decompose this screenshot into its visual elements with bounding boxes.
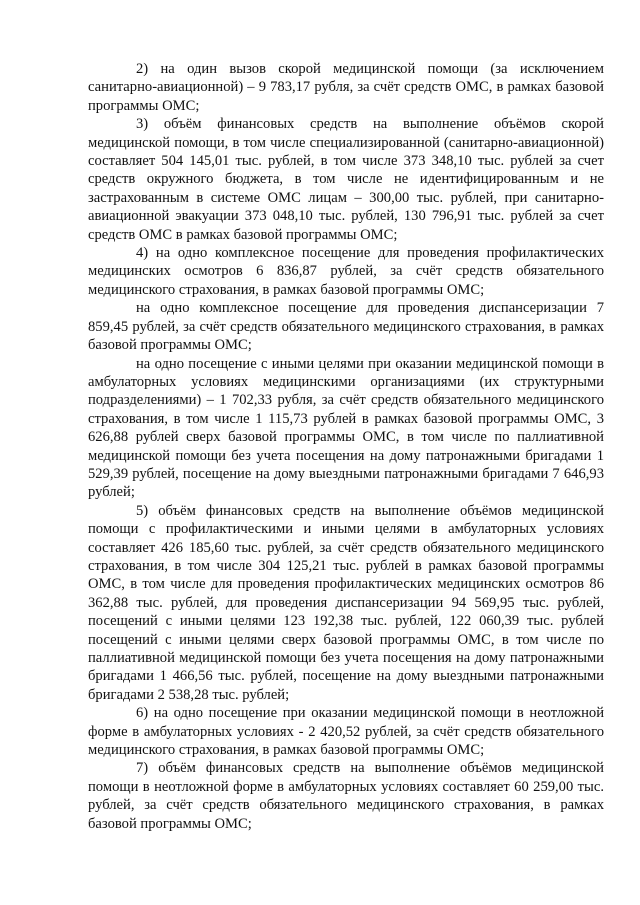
paragraph-item-5: 5) объём финансовых средств на выполнение объёмов медицинской помощи с профилактическими и иными целями в амбулаторных условиях составляет 426 185,60 тыс. рублей, за счёт средств обязательного медицинского страхования, в том числе 304 125,21 тыс. рублей в рамках базовой программы ОМС, в том числе для проведения профилактических медицинских осмотров 86 362,88 тыс. рублей, для проведения диспансеризации 94 569,95 тыс. рублей, посещений с иными целями 123 192,38 тыс. рублей, 122 060,39 тыс. рублей посещений с иными целями сверх базовой программы ОМС, в том числе по паллиативной медицинской помощи без учета посещения на дому патронажными бригадами 1 466,56 тыс. рублей, посещение на дому выездными патронажными бригадами 2 538,28 тыс. рублей; [88,502,604,703]
document-page [88,60,604,833]
paragraph-item-7: 7) объём финансовых средств на выполнение объёмов медицинской помощи в неотложной форме в амбулаторных условиях составляет 60 259,00 тыс. рублей, за счёт средств обязательного медицинского страхования, в рамках базовой программы ОМС; [88,760,604,832]
paragraph-item-3: 3) объём финансовых средств на выполнение объёмов скорой медицинской помощи, в том числе специализированной (санитарно-авиационной) составляет 504 145,01 тыс. рублей, в том числе 373 348,10 тыс. рублей за счет средств окружного бюджета, в том числе не идентифицированным и не застрахованным в системе ОМС лицам – 300,00 тыс. рублей, при санитарно-авиационной эвакуации 373 048,10 тыс. рублей, 130 796,91 тыс. рублей за счет средств ОМС в рамках базовой программы ОМС; [88,116,604,243]
paragraph-item-2: 2) на один вызов скорой медицинской помощи (за исключением санитарно-авиационной) – 9 783,17 рубля, за счёт средств ОМС, в рамках базовой программы ОМС; [88,61,604,114]
paragraph-other-visits: на одно посещение с иными целями при оказании медицинской помощи в амбулаторных условиях медицинскими организациями (их структурными подразделениями) – 1 702,33 рубля, за счёт средств обязательного медицинского страхования, в том числе 1 115,73 рублей в рамках базовой программы ОМС, 3 626,88 рублей сверх базовой программы ОМС, в том числе по паллиативной медицинской помощи без учета посещения на дому патронажными бригадами 1 529,39 рублей, посещение на дому выездными патронажными бригадами 7 646,93 рублей; [88,355,604,501]
paragraph-item-6: 6) на одно посещение при оказании медицинской помощи в неотложной форме в амбулаторных условиях - 2 420,52 рублей, за счёт средств обязательного медицинского страхования, в рамках базовой программы ОМС; [88,705,604,759]
paragraph-dispensarization: на одно комплексное посещение для проведения диспансеризации 7 859,45 рублей, за счёт средств обязательного медицинского страхования, в рамках базовой программы ОМС; [88,300,604,354]
paragraph-item-4: 4) на одно комплексное посещение для проведения профилактических медицинских осмотров 6 836,87 рублей, за счёт средств обязательного медицинского страхования, в рамках базовой программы ОМС; [88,245,604,298]
